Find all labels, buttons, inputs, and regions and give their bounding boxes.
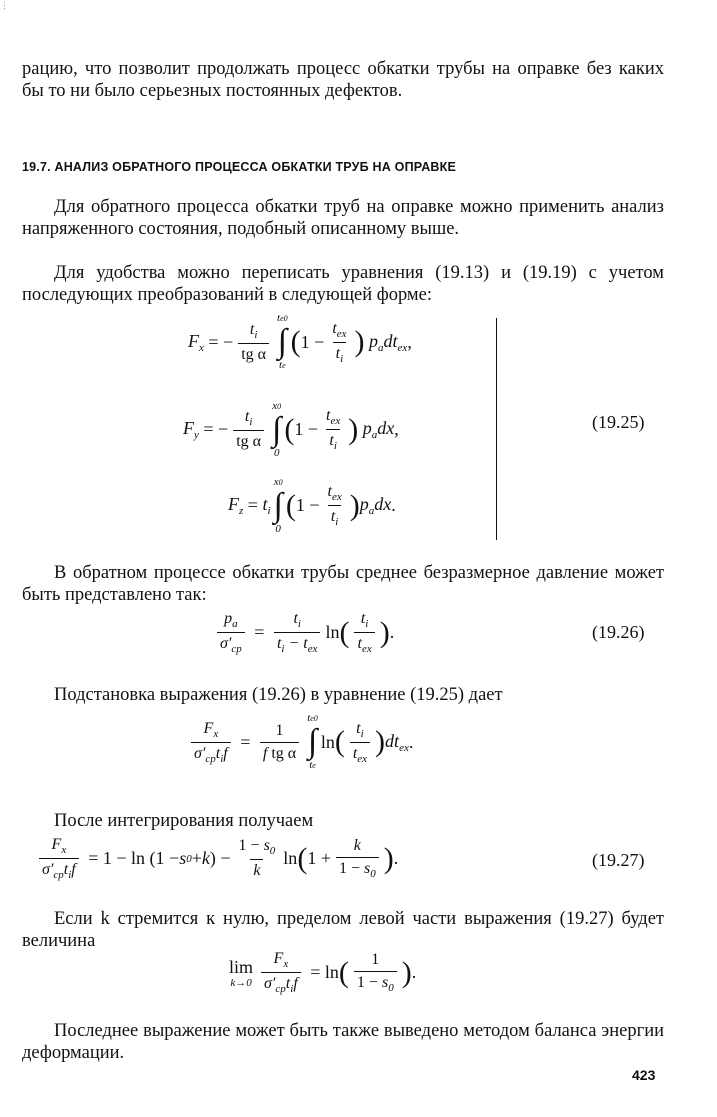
equation-number-25: (19.25) xyxy=(592,412,645,432)
paragraph-rewrite: Для удобства можно переписать уравнения (19.13) и (19.19) с учетом последующих преобразований в следующей форме: xyxy=(22,263,664,305)
equation-fz: $F_z$ = $t_i$ x0 ∫ 0 ( 1 − $\frac{t_{ex}}{t_i}$ ) $p_adx$ . xyxy=(228,476,396,535)
paragraph-continuation: рацию, что позволит продолжать процесс обкатки трубы на оправке без каких бы то ни было серьезных постоянных дефектов. xyxy=(22,59,664,101)
paragraph-integration: После интегрирования получаем xyxy=(54,811,314,831)
equation-number-26: (19.26) xyxy=(592,622,645,642)
paragraph-intro: Для обратного процесса обкатки труб на оправке можно применить анализ напряженного состояния, подобный описанному выше. xyxy=(22,197,664,239)
paragraph-energy-balance: Последнее выражение может быть также выведено методом баланса энергии деформации. xyxy=(22,1021,664,1063)
equation-fy: $F_y$ = − $\frac{t_i}{\text{tg α}}$ x0 ∫ 0 ( 1 − $\frac{t_{ex}}{t_i}$ ) $p_adx$ , xyxy=(183,400,399,459)
paragraph-limit: Если k стремится к нулю, пределом левой части выражения (19.27) будет величина xyxy=(22,909,664,951)
equation-substitution: $\frac{F_x}{\sigma'_{cp}t_if}$ = $\frac{1}{\text{f tg α}}$ te0 ∫ te ln ( $\frac{t_i}{t_{ex}}$ ) $dt_{ex}$ . xyxy=(186,712,413,772)
paragraph-substitution: Подстановка выражения (19.26) в уравнение (19.25) дает xyxy=(54,685,503,705)
scan-margin-mark: ⋮ xyxy=(0,0,9,10)
equation-number-27: (19.27) xyxy=(592,850,645,870)
equation-26: $\frac{p_a}{\sigma'_{cp}}$ = $\frac{t_i}{t_i - t_{ex}}$ ln ( $\frac{t_i}{t_{ex}}$ ) . xyxy=(212,610,394,655)
paragraph-average-pressure: В обратном процессе обкатки трубы среднее безразмерное давление может быть представлено так: xyxy=(22,563,664,605)
equation-fx: $F_x$ = − $\frac{t_i}{\text{tg α}}$ te0 ∫ te ( 1 − $\frac{t_{ex}}{t_i}$ ) $p_adt_{ex}$ , xyxy=(188,312,412,371)
equation-limit: lim k→0 $\frac{F_x}{\sigma'_{cp}t_if}$ = ln ( $\frac{1}{1 - s_0}$ ) . xyxy=(229,950,417,995)
equation-27: $\frac{F_x}{\sigma'_{cp}t_if}$ = 1 − ln (1 − s 0 + k ) − $\frac{1 - s_0}{k}$ ln ( 1 + $\frac{k}{1 - s_0}$ ) . xyxy=(34,836,398,881)
section-heading: 19.7. АНАЛИЗ ОБРАТНОГО ПРОЦЕССА ОБКАТКИ ТРУБ НА ОПРАВКЕ xyxy=(22,160,457,174)
page-number: 423 xyxy=(632,1067,656,1083)
system-brace xyxy=(482,318,497,540)
